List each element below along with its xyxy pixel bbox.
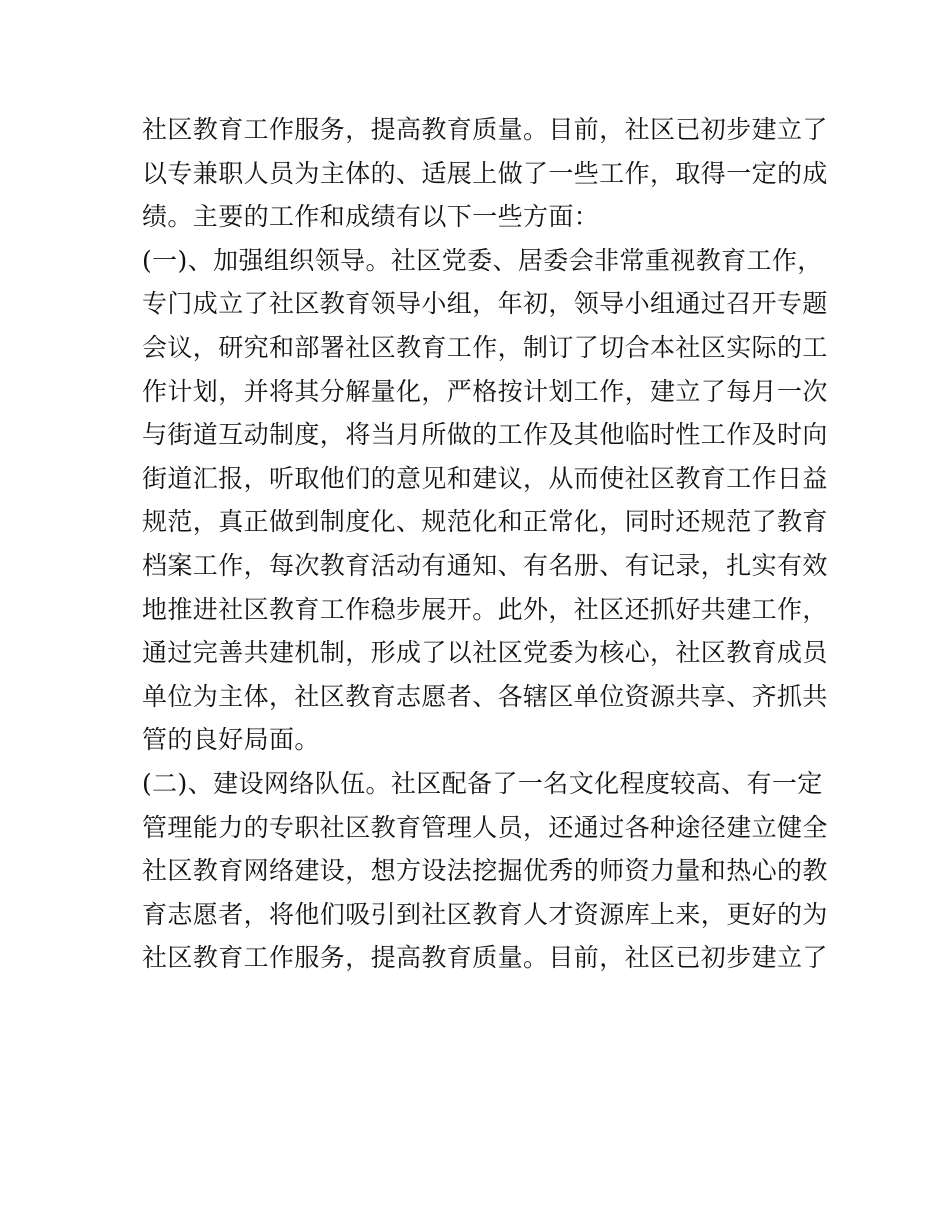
text-line: (二)、建设网络队伍。社区配备了一名文化程度较高、有一定 [142,768,823,798]
text-line: 管理能力的专职社区教育管理人员，还通过各种途径建立健全 [142,812,828,842]
text-line: 绩。主要的工作和成绩有以下一些方面： [142,202,600,232]
text-line: 会议，研究和部署社区教育工作，制订了切合本社区实际的工 [142,332,828,362]
text-line: 与街道互动制度，将当月所做的工作及其他临时性工作及时向 [142,420,828,450]
text-line: 地推进社区教育工作稳步展开。此外，社区还抓好共建工作， [142,594,828,624]
text-line: 作计划，并将其分解量化，严格按计划工作，建立了每月一次 [142,376,828,406]
body-text [142,108,828,980]
text-line: 规范，真正做到制度化、规范化和正常化，同时还规范了教育 [142,507,828,537]
text-line: 专门成立了社区教育领导小组，年初，领导小组通过召开专题 [142,289,828,319]
text-line: 社区教育网络建设，想方设法挖掘优秀的师资力量和热心的教 [142,856,828,886]
text-line: 档案工作，每次教育活动有通知、有名册、有记录，扎实有效 [142,550,828,580]
text-line: (一)、加强组织领导。社区党委、居委会非常重视教育工作， [142,245,823,275]
text-line: 育志愿者，将他们吸引到社区教育人才资源库上来，更好的为 [142,899,828,929]
text-line: 管的良好局面。 [142,725,320,755]
text-line: 街道汇报，听取他们的意见和建议，从而使社区教育工作日益 [142,463,828,493]
text-line: 社区教育工作服务，提高教育质量。目前，社区已初步建立了 [142,115,828,144]
text-line: 以专兼职人员为主体的、适展上做了一些工作，取得一定的成 [142,158,828,188]
text-line: 单位为主体，社区教育志愿者、各辖区单位资源共享、齐抓共 [142,681,828,711]
text-line: 通过完善共建机制，形成了以社区党委为核心，社区教育成员 [142,638,828,668]
text-line: 社区教育工作服务，提高教育质量。目前，社区已初步建立了 [142,943,828,973]
